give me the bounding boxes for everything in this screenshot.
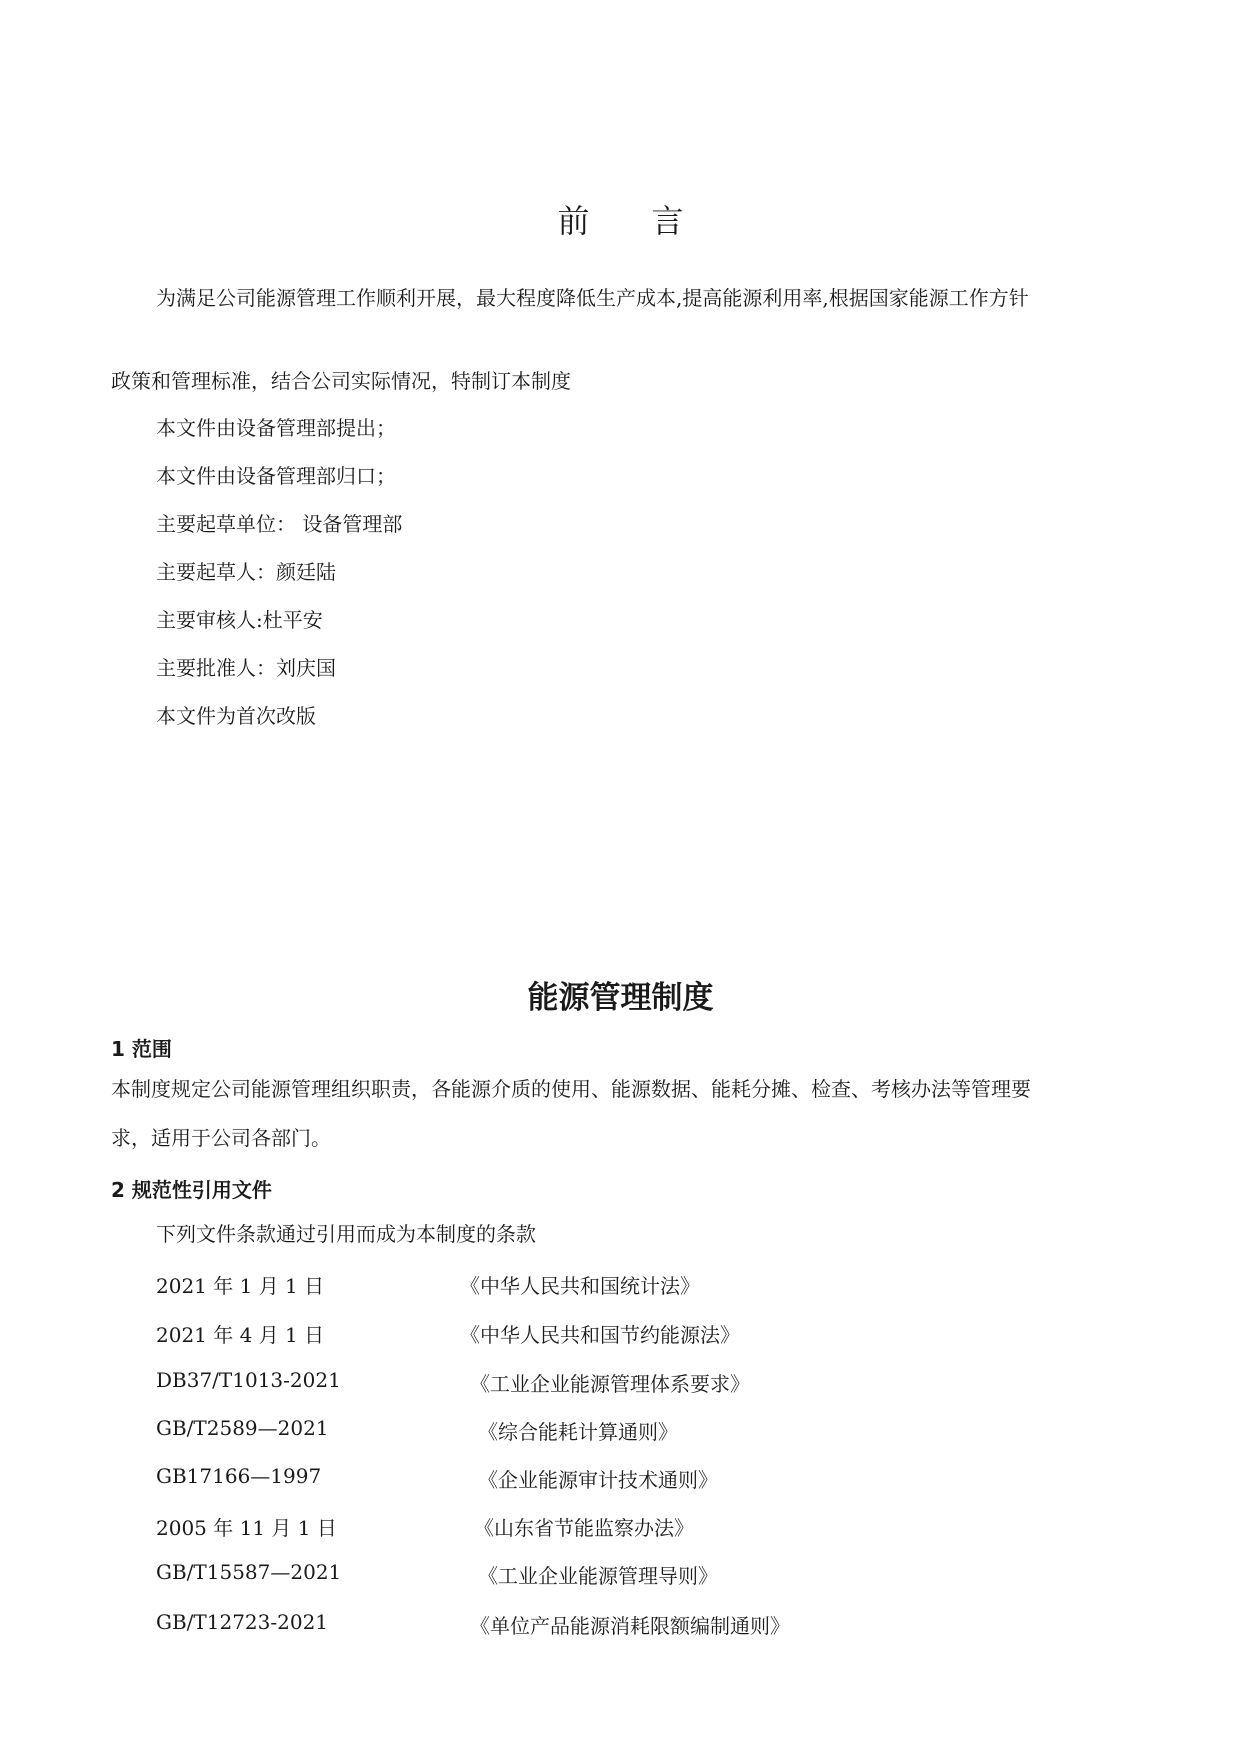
preface-paragraph-line-1: 为满足公司能源管理工作顺利开展，最大程度降低生产成本,提高能源利用率,根据国家能源工作方针: [156, 286, 1029, 310]
reference-title: 《工业企业能源管理导则》: [478, 1564, 718, 1588]
preface-line-proposer: 本文件由设备管理部提出；: [156, 416, 396, 440]
preface-line-owner: 本文件由设备管理部归口；: [156, 464, 396, 488]
preface-line-reviewer: 主要审核人:杜平安: [156, 608, 323, 632]
section-2-heading: 2 规范性引用文件: [111, 1178, 272, 1202]
section-2-intro: 下列文件条款通过引用而成为本制度的条款: [156, 1222, 536, 1246]
reference-title: 《中华人民共和国统计法》: [460, 1274, 700, 1298]
preface-line-drafter: 主要起草人：颜廷陆: [156, 560, 336, 584]
preface-line-revision: 本文件为首次改版: [156, 704, 316, 728]
reference-code: 2021 年 1 月 1 日: [156, 1274, 325, 1298]
preface-line-approver: 主要批准人：刘庆国: [156, 656, 336, 680]
reference-title: 《综合能耗计算通则》: [478, 1420, 678, 1444]
document-title: 能源管理制度: [527, 980, 714, 1016]
preface-title: 前言: [557, 202, 746, 240]
reference-title: 《工业企业能源管理体系要求》: [470, 1372, 750, 1396]
reference-code: 2005 年 11 月 1 日: [156, 1516, 337, 1540]
reference-title: 《企业能源审计技术通则》: [478, 1468, 718, 1492]
reference-title: 《山东省节能监察办法》: [474, 1516, 694, 1540]
reference-code: GB/T2589—2021: [156, 1416, 329, 1440]
reference-code: GB17166—1997: [156, 1464, 322, 1488]
reference-code: DB37/T1013-2021: [156, 1368, 341, 1392]
reference-code: GB/T12723-2021: [156, 1610, 329, 1634]
reference-title: 《中华人民共和国节约能源法》: [460, 1323, 740, 1347]
reference-code: 2021 年 4 月 1 日: [156, 1323, 325, 1347]
section-1-heading: 1 范围: [111, 1037, 172, 1061]
reference-code: GB/T15587—2021: [156, 1560, 342, 1584]
section-1-line-2: 求，适用于公司各部门。: [111, 1126, 331, 1150]
preface-paragraph-line-2: 政策和管理标准，结合公司实际情况，特制订本制度: [111, 369, 571, 393]
section-1-line-1: 本制度规定公司能源管理组织职责，各能源介质的使用、能源数据、能耗分摊、检查、考核办法等管理要: [111, 1077, 1031, 1101]
reference-title: 《单位产品能源消耗限额编制通则》: [470, 1614, 790, 1638]
preface-line-drafting-unit: 主要起草单位： 设备管理部: [156, 512, 403, 536]
